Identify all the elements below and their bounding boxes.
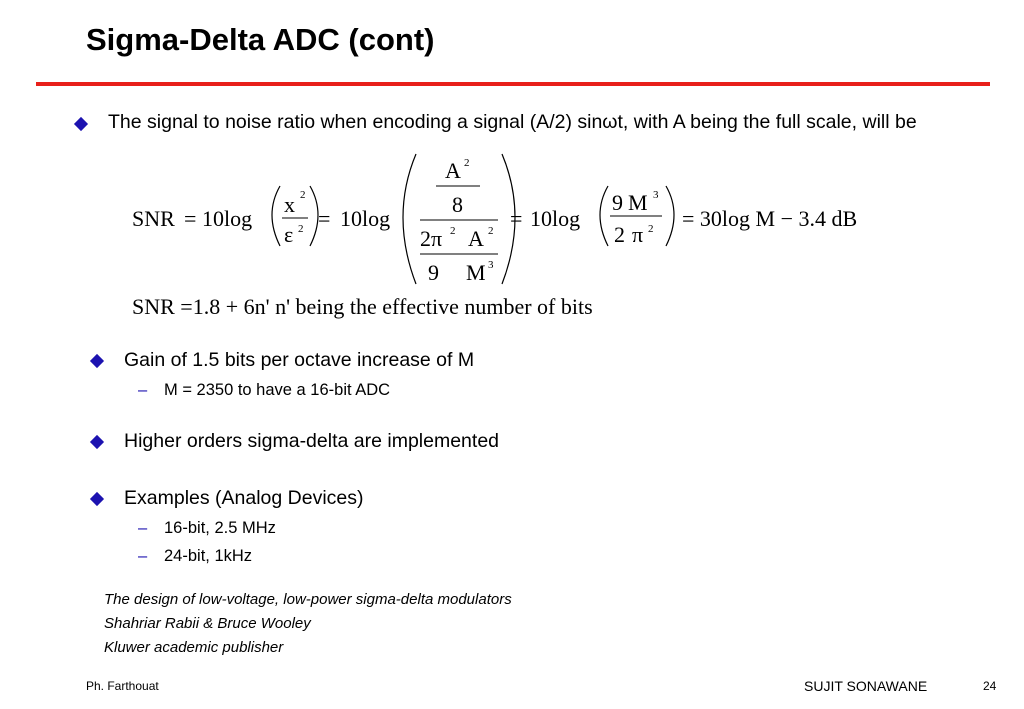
snr-equation [120,150,900,290]
eq-log-1: 10log [202,206,253,231]
footer-author: Ph. Farthouat [86,679,159,693]
footer-presenter: SUJIT SONAWANE [804,678,928,694]
frac3-den2: π [632,222,644,247]
bullet-diamond-icon [90,492,104,506]
bullet-examples: Examples (Analog Devices) [124,487,364,509]
bullet-diamond-icon [90,354,104,368]
bullet-diamond-icon [90,435,104,449]
frac3-num2-sup: 3 [653,189,659,201]
reference-authors: Shahriar Rabii & Bruce Wooley [104,615,311,632]
paren-left-3 [600,186,608,246]
dash-marker: – [138,519,148,537]
big-top-den: 8 [452,192,463,217]
reference-publisher: Kluwer academic publisher [104,639,284,656]
bullet-higher-orders: Higher orders sigma-delta are implemented [124,430,500,452]
title-divider [36,82,990,86]
big-bot-num2-sup: 2 [488,225,494,237]
snr-bits-equation: SNR =1.8 + 6n' n' being the effective number of bits [132,294,593,319]
reference-title: The design of low-voltage, low-power sigma-delta modulators [104,591,512,608]
sub-bullet-m: M = 2350 to have a 16-bit ADC [164,381,391,399]
paren-right-3 [666,186,674,246]
eq-log-3: 10log [530,206,581,231]
frac1-den-sup: 2 [298,223,304,235]
dash-marker: – [138,381,148,399]
big-bot-num2: A [468,226,484,251]
paren-left-1 [272,186,280,246]
big-bot-num: 2π [420,226,443,251]
frac3-num: 9 [612,190,623,215]
eq-equals-2: = [318,206,331,231]
big-top-num-sup: 2 [464,157,470,169]
big-top-num: A [445,158,461,183]
frac3-num2: M [628,190,648,215]
sub-bullet-example-1: 16-bit, 2.5 MHz [164,519,276,537]
paren-left-big [403,154,416,284]
frac1-num: x [284,192,295,217]
big-bot-den2-sup: 3 [488,259,494,271]
eq-lhs: SNR [132,206,175,231]
sub-bullet-example-2: 24-bit, 1kHz [164,547,253,565]
frac1-den: ε [284,222,294,247]
page-number: 24 [983,679,997,693]
intro-text: The signal to noise ratio when encoding a signal (A/2) sinωt, with A being the full scale, will be [108,111,917,133]
page-title: Sigma-Delta ADC (cont) [86,22,435,57]
eq-log-2: 10log [340,206,391,231]
frac1-num-sup: 2 [300,189,306,201]
big-bot-num-sup: 2 [450,225,456,237]
dash-marker: – [138,547,148,565]
eq-equals-1: = [184,206,197,231]
frac3-den: 2 [614,222,625,247]
eq-rhs: = 30log M − 3.4 dB [682,206,858,231]
bullet-diamond-icon [74,117,88,131]
frac3-den2-sup: 2 [648,223,654,235]
paren-right-1 [310,186,318,246]
bullet-gain: Gain of 1.5 bits per octave increase of M [124,349,475,371]
big-bot-den: 9 [428,260,439,285]
eq-equals-3: = [510,206,523,231]
big-bot-den2: M [466,260,486,285]
